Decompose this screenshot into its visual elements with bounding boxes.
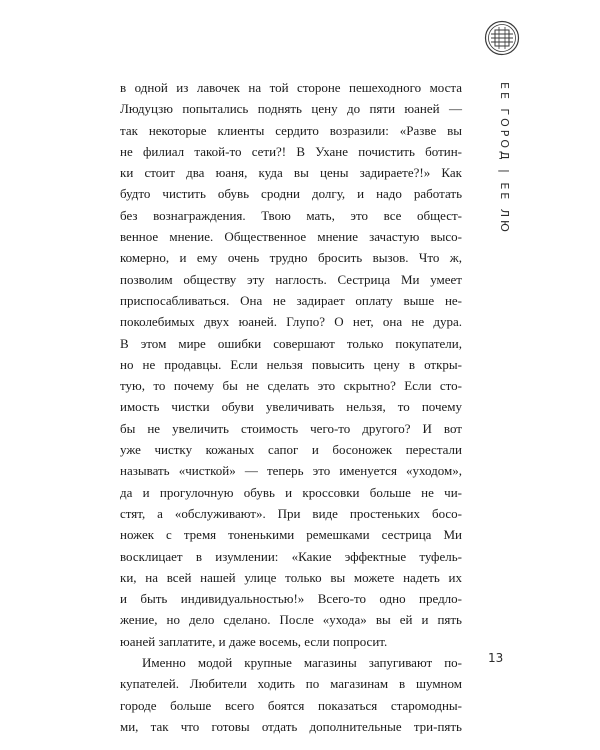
text-line: в одной из лавочек на той стороне пешеходного моста: [120, 80, 462, 95]
text-line: но не продавцы. Если нельзя повысить цену в откры-: [120, 356, 462, 372]
text-line: Именно модой крупные магазины запугивают по-: [142, 655, 462, 671]
text-line: бы не увеличить стоимость чего-то другого? И вот: [120, 420, 462, 436]
text-line: имость чистки обуви увеличивать нельзя, то почему: [120, 399, 462, 415]
text-line: ножек с тремя тоненькими ремешками сестрица Ми: [120, 527, 462, 543]
text-line: Людуцзю попытались поднять цену до пяти юаней —: [120, 101, 462, 117]
text-line: ки, на всей нашей улице только вы можете надеть их: [120, 569, 462, 585]
text-line: комерно, и ему очень трудно бросить вызов. Что ж,: [120, 250, 462, 266]
text-line: называть «чисткой» — теперь это именуется «уходом»,: [120, 463, 462, 479]
text-line: юаней заплатите, и даже восемь, если попросит.: [120, 633, 388, 649]
text-line: городе больше всего боятся показаться старомодны-: [120, 697, 462, 713]
text-line: приспосабливаться. Она не задирает оплату выше не-: [120, 292, 462, 308]
text-line: стят, а «обслуживают». При виде простеньких босо-: [120, 505, 462, 521]
text-line: купателей. Любители ходить по магазинам в шумном: [120, 676, 462, 692]
running-title: ЕЕ ГОРОД | ЕЕ ЛЮ: [498, 82, 511, 235]
text-line: ми, так что готовы отдать дополнительные три-пять: [120, 718, 462, 734]
text-line: без вознаграждения. Твою мать, это все общест-: [120, 207, 462, 223]
text-line: поколебимых двух юаней. Глупо? О нет, она не дура.: [120, 314, 462, 330]
text-line: жение, но дело сделано. После «ухода» вы ей и пять: [120, 612, 462, 628]
text-line: и быть индивидуальностью!» Всего-то одно предло-: [120, 591, 462, 607]
text-line: да и прогулочную обувь и кроссовки больше не чи-: [120, 484, 462, 500]
text-line: не филиал такой-то сети?! В Ухане почистить ботин-: [120, 143, 462, 159]
text-line: будто чистить обувь сродни долгу, и надо работать: [120, 186, 462, 202]
text-line: так некоторые клиенты сердито возразили: «Разве вы: [120, 122, 462, 138]
text-line: позволим обществу эту наглость. Сестрица Ми умеет: [120, 271, 462, 287]
body-text: [120, 77, 462, 737]
text-line: ки стоит два юаня, куда вы цены задираете?!» Как: [120, 165, 462, 181]
text-line: венное мнение. Общественное мнение зачастую высо-: [120, 229, 462, 245]
text-line: восклицает в изумлении: «Какие эффектные туфель-: [120, 548, 462, 564]
page-number: 13: [488, 651, 504, 665]
text-line: уже чистку кожаных сапог и босоножек перестали: [120, 442, 462, 458]
text-line: тую, то почему бы не сделать это скрытно? Если сто-: [120, 378, 462, 394]
text-line: В этом мире ошибки совершают только покупатели,: [120, 335, 462, 351]
chinese-knot-icon: [484, 20, 520, 56]
